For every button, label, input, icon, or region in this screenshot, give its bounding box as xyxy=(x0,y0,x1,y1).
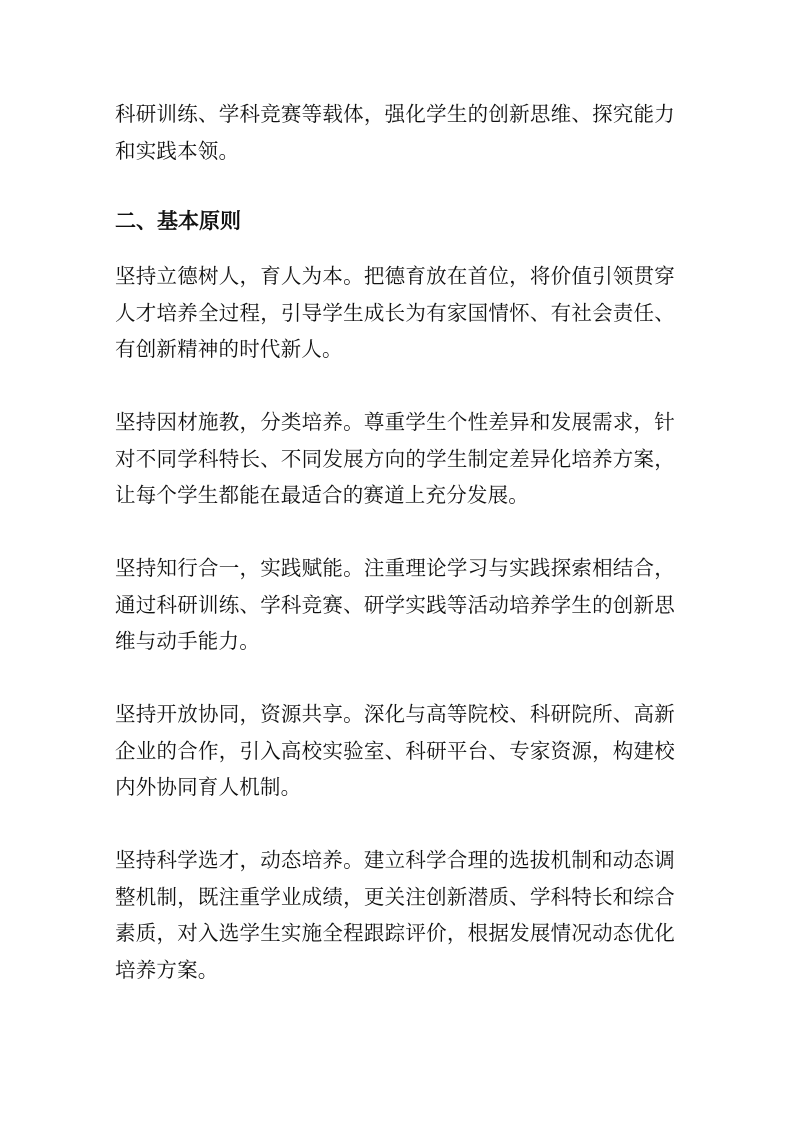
principle-paragraph-5: 坚持科学选才，动态培养。建立科学合理的选拔机制和动态调整机制，既注重学业成绩，更关注创新潜质、学科特长和综合素质，对入选学生实施全程跟踪评价，根据发展情况动态优化培养方案。 xyxy=(115,848,675,982)
section-heading: 二、基本原则 xyxy=(115,209,241,233)
principle-paragraph-3: 坚持知行合一，实践赋能。注重理论学习与实践探索相结合，通过科研训练、学科竞赛、研学实践等活动培养学生的创新思维与动手能力。 xyxy=(115,556,675,653)
principle-paragraph-2: 坚持因材施教，分类培养。尊重学生个性差异和发展需求，针对不同学科特长、不同发展方向的学生制定差异化培养方案，让每个学生都能在最适合的赛道上充分发展。 xyxy=(115,410,675,507)
intro-paragraph: 科研训练、学科竞赛等载体，强化学生的创新思维、探究能力和实践本领。 xyxy=(115,102,675,163)
principle-paragraph-1: 坚持立德树人，育人为本。把德育放在首位，将价值引领贯穿人才培养全过程，引导学生成长为有家国情怀、有社会责任、有创新精神的时代新人。 xyxy=(115,264,675,361)
principle-paragraph-4: 坚持开放协同，资源共享。深化与高等院校、科研院所、高新企业的合作，引入高校实验室、科研平台、专家资源，构建校内外协同育人机制。 xyxy=(115,702,675,799)
